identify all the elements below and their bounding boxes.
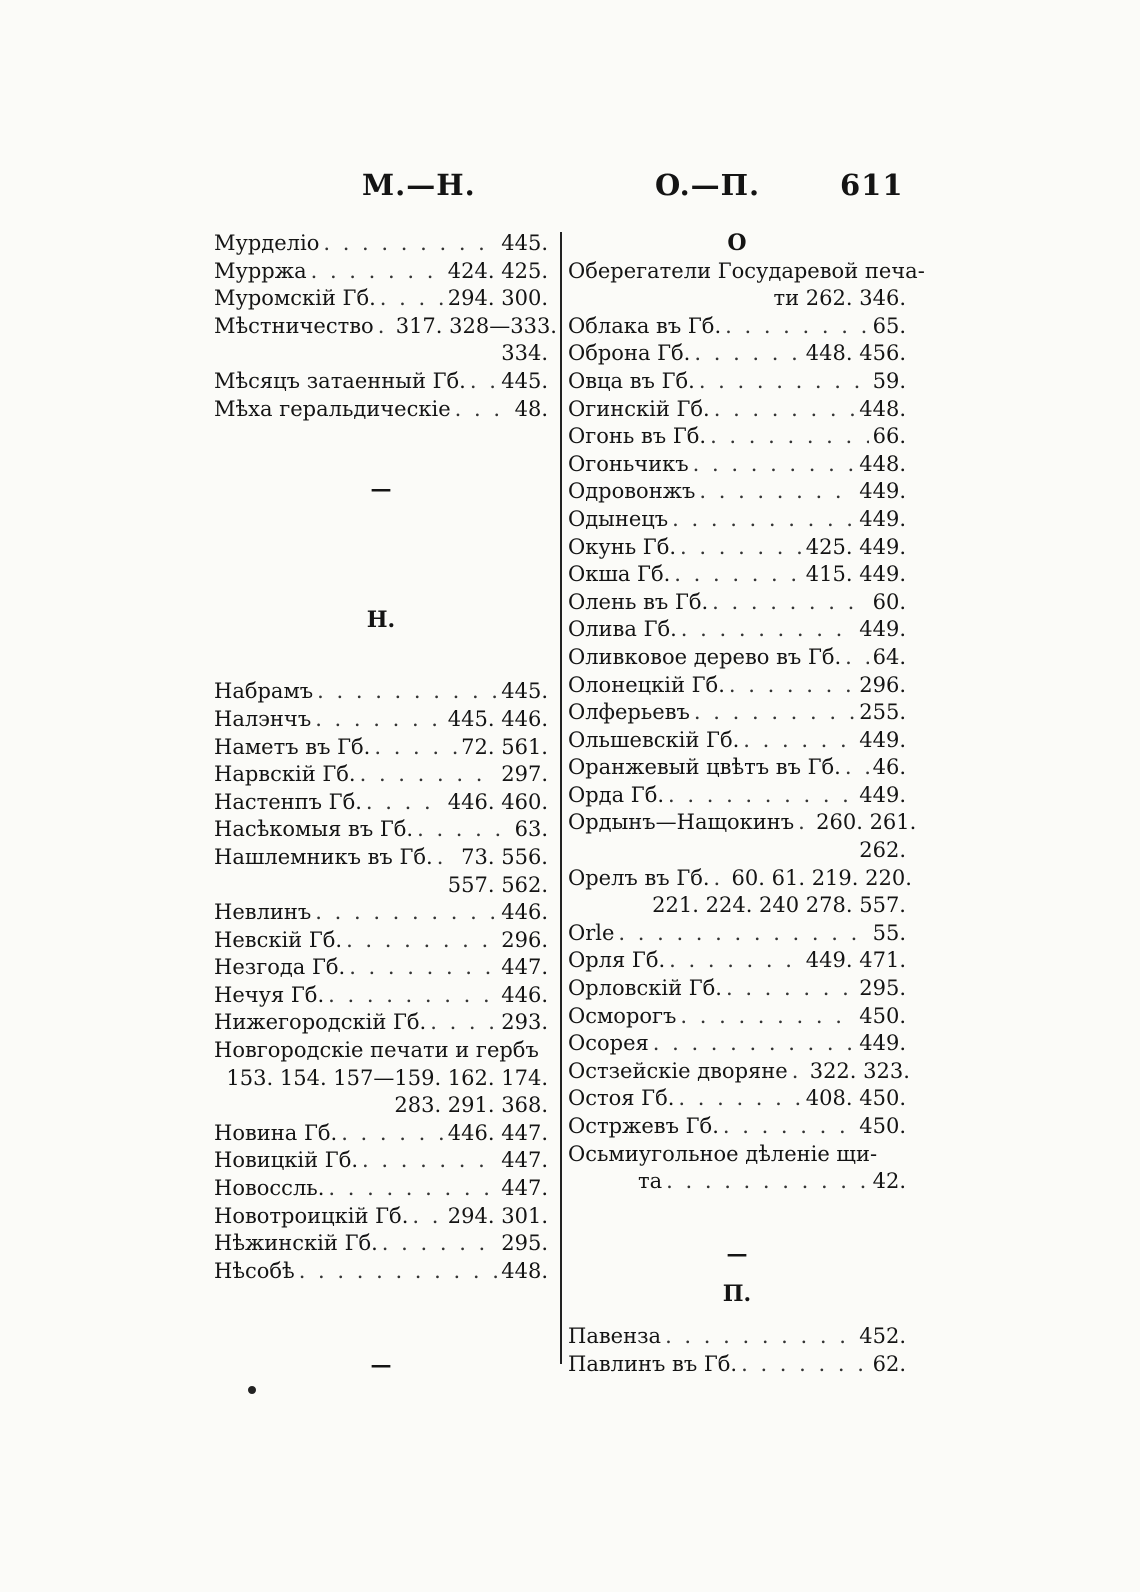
entry-pages: 448. — [859, 451, 906, 476]
index-entry — [214, 982, 548, 1010]
dot-leader — [378, 313, 392, 341]
m-entries — [214, 230, 557, 423]
entry-pages: 445. — [501, 231, 548, 255]
entry-term: Оранжевый цвѣтъ въ Гб. — [568, 755, 841, 780]
orel-entry — [568, 865, 912, 920]
index-entry — [214, 1258, 548, 1286]
n-entries-2 — [214, 1120, 548, 1286]
entry-pages: 449. — [859, 727, 906, 752]
index-entry — [568, 423, 906, 451]
entry-pages: 295. — [501, 1231, 548, 1256]
entry-pages: 448. 456. — [805, 341, 906, 366]
index-entry — [214, 678, 548, 706]
index-entry — [214, 285, 548, 313]
entry-pages: 424. 425. — [447, 258, 548, 283]
entry-pages: 415. 449. — [805, 562, 906, 587]
entry-pages: 59. — [872, 368, 906, 393]
entry-pages: 445. — [501, 368, 548, 393]
entry-pages: 445. — [501, 679, 548, 704]
index-entry — [568, 313, 906, 341]
dot-leader — [714, 865, 728, 893]
entry-term: Осорея — [568, 1031, 649, 1056]
entry-pages-cont: 557. 562. — [447, 872, 548, 897]
page-number: 611 — [840, 168, 904, 202]
entry-term: Нечуя Гб. — [214, 982, 325, 1007]
entry-pages: 449. — [859, 479, 906, 504]
dot-leader — [729, 672, 855, 700]
entry-term: Налэнчъ — [214, 706, 312, 731]
entry-term: Овца въ Гб. — [568, 368, 695, 393]
entry-pages: 255. — [859, 700, 906, 725]
p-entries — [568, 1323, 906, 1378]
index-entry — [568, 1030, 906, 1058]
entry-pages: 295. — [859, 976, 906, 1001]
index-entry — [568, 754, 906, 782]
entry-term: Ольшевскій Гб. — [568, 727, 740, 752]
entry-pages: 446. — [501, 900, 548, 925]
index-entry — [568, 1085, 906, 1113]
index-entry — [568, 1323, 906, 1351]
index-entry — [568, 478, 906, 506]
dot-leader — [723, 1113, 855, 1141]
dot-leader — [299, 1258, 498, 1286]
dot-leader — [346, 927, 497, 955]
entry-pages: 447. — [501, 1176, 548, 1201]
index-entry — [568, 975, 906, 1003]
entry-pages: 297. — [501, 762, 548, 787]
entry-term: Осморогъ — [568, 1003, 677, 1028]
entry-term: Осьмиугольное дѣленіе щи- — [568, 1141, 878, 1166]
dot-leader — [382, 1230, 497, 1258]
index-entry — [568, 368, 906, 396]
dot-leader — [328, 982, 497, 1010]
o-entries — [568, 313, 917, 865]
dot-leader — [323, 230, 497, 258]
entry-pages: 449. — [859, 617, 906, 642]
dot-leader — [366, 789, 444, 817]
entry-pages: 322. 323. — [809, 1058, 910, 1083]
entry-term: Орда Гб. — [568, 782, 665, 807]
entry-pages: 447. — [501, 1148, 548, 1173]
entry-pages: 408. 450. — [805, 1086, 906, 1111]
dot-leader — [380, 285, 444, 313]
index-entry — [568, 1003, 906, 1031]
page-header — [0, 168, 1140, 208]
entry-pages: 72. 561. — [461, 734, 548, 759]
n-entries — [214, 678, 548, 1037]
dot-leader — [417, 816, 511, 844]
section-dash: — — [726, 1240, 748, 1266]
index-entry — [568, 782, 906, 810]
dot-leader — [678, 1085, 801, 1113]
dot-leader — [681, 616, 855, 644]
dot-leader — [712, 589, 868, 617]
entry-pages: 60. 61. 219. 220. — [731, 865, 912, 890]
o-entries-2 — [568, 920, 910, 1141]
entry-pages: 48. — [514, 396, 548, 421]
dot-leader — [693, 451, 856, 479]
index-entry — [214, 1009, 548, 1037]
index-entry — [214, 1175, 548, 1203]
dot-leader — [792, 1058, 806, 1086]
section-dash: — — [370, 476, 392, 502]
index-entry — [214, 313, 557, 368]
index-entry — [214, 1120, 548, 1148]
entry-pages: 260. 261. — [816, 810, 917, 835]
entry-pages-cont: 283. 291. 368. — [394, 1093, 548, 1118]
entry-pages: 449. — [859, 782, 906, 807]
entry-term: Невскій Гб. — [214, 927, 343, 952]
index-entry — [214, 1230, 548, 1258]
dot-leader — [362, 1147, 497, 1175]
entry-term: Нѣжинскій Гб. — [214, 1231, 378, 1256]
entry-term: Невлинъ — [214, 900, 312, 925]
entry-term: Orle — [568, 920, 615, 945]
dot-leader — [845, 644, 868, 672]
index-entry — [568, 920, 906, 948]
dot-leader — [311, 258, 444, 286]
entry-term: Новоссль. — [214, 1176, 325, 1201]
entry-term: Олива Гб. — [568, 617, 677, 642]
index-entry — [568, 396, 906, 424]
index-entry — [214, 789, 548, 817]
section-heading-p: П. — [722, 1281, 752, 1308]
entry-term: Нѣсобѣ — [214, 1258, 295, 1283]
header-left-range: M.—H. — [362, 168, 476, 202]
entry-pages-cont: 334. — [501, 341, 548, 366]
section-dash: — — [370, 1352, 392, 1378]
index-entry — [568, 340, 906, 368]
dot-leader — [668, 782, 855, 810]
dot-leader — [317, 678, 497, 706]
dot-leader — [710, 423, 869, 451]
index-entry — [568, 1351, 906, 1379]
entry-term: Новицкій Гб. — [214, 1148, 359, 1173]
novgorod-entry — [214, 1037, 548, 1120]
dot-leader — [726, 975, 855, 1003]
entry-term: Мурделіо — [214, 231, 320, 255]
index-entry — [568, 589, 906, 617]
entry-term: Мѣха геральдическіе — [214, 396, 451, 421]
index-entry — [214, 706, 548, 734]
print-speck — [248, 1386, 256, 1394]
index-entry — [214, 1147, 548, 1175]
index-entry — [568, 561, 906, 589]
index-entry — [214, 954, 548, 982]
entry-term: Павенза — [568, 1323, 662, 1348]
index-entry — [568, 672, 906, 700]
index-entry — [568, 506, 906, 534]
entry-pages: 64. — [872, 644, 906, 669]
dot-leader — [694, 340, 801, 368]
dot-leader — [315, 899, 497, 927]
entry-term: Остзейскіе дворяне — [568, 1058, 788, 1083]
entry-term: Настенпъ Гб. — [214, 789, 362, 814]
header-center-range: O.—П. — [655, 168, 761, 202]
dot-leader — [470, 368, 497, 396]
index-entry — [214, 761, 548, 789]
entry-term: Олферьевъ — [568, 700, 690, 725]
entry-pages-cont: ти 262. 346. — [773, 286, 906, 311]
entry-term: Олонецкій Гб. — [568, 672, 725, 697]
entry-term: Мѣстничество — [214, 313, 374, 338]
dot-leader — [674, 561, 802, 589]
dot-leader — [725, 313, 868, 341]
entry-pages: 450. — [859, 1114, 906, 1138]
dot-leader — [699, 478, 855, 506]
index-entry — [568, 451, 906, 479]
entry-term: Муромскій Гб. — [214, 286, 376, 311]
index-entry — [214, 899, 548, 927]
entry-term: Огоньчикъ — [568, 451, 689, 476]
entry-term: Оливковое дерево въ Гб. — [568, 644, 842, 669]
entry-pages: 66. — [872, 424, 906, 449]
entry-pages: 449. — [859, 1031, 906, 1056]
entry-pages: 446. 460. — [447, 789, 548, 814]
entry-term: Мѣсяцъ затаенный Гб. — [214, 368, 466, 393]
dot-leader — [360, 761, 498, 789]
entry-pages: 452. — [859, 1323, 906, 1348]
dot-leader — [328, 1175, 497, 1203]
right-column — [568, 230, 925, 1378]
entry-term: Новина Гб. — [214, 1120, 338, 1145]
index-entry — [214, 734, 548, 762]
dot-leader — [680, 534, 802, 562]
entry-term: Нарвскій Гб. — [214, 762, 356, 787]
index-entry — [214, 396, 548, 424]
entry-pages: 448. — [859, 396, 906, 421]
entry-pages-cont: 262. — [859, 838, 906, 863]
dot-leader — [374, 734, 457, 762]
entry-term: Мурржа — [214, 258, 307, 283]
entry-pages: 449. — [859, 506, 906, 531]
entry-pages-cont: 221. 224. 240 278. 557. — [652, 893, 906, 918]
entry-term: Огинскій Гб. — [568, 396, 710, 421]
dot-leader — [315, 706, 444, 734]
entry-term: Незгода Гб. — [214, 955, 346, 980]
entry-pages: 73. 556. — [461, 844, 548, 869]
entry-term: Павлинъ въ Гб. — [568, 1351, 738, 1376]
entry-pages: 445. 446. — [447, 706, 548, 731]
section-heading-n: Н. — [366, 606, 396, 633]
entry-term: Огонь въ Гб. — [568, 424, 707, 449]
entry-term: Новотроицкій Гб. — [214, 1203, 409, 1228]
index-entry — [214, 1203, 548, 1231]
entry-pages: 62. — [872, 1351, 906, 1376]
dot-leader — [430, 1009, 497, 1037]
entry-term: Оброна Гб. — [568, 341, 691, 366]
dot-leader — [618, 920, 868, 948]
entry-pages: 296. — [501, 927, 548, 952]
entry-term: Окша Гб. — [568, 562, 671, 587]
index-entry — [568, 699, 906, 727]
index-entry — [568, 1058, 910, 1086]
entry-term: Оберегатели Государевой печа- — [568, 258, 925, 283]
entry-pages: 294. 301. — [447, 1203, 548, 1228]
index-entry — [214, 927, 548, 955]
dot-leader — [694, 699, 855, 727]
index-entry — [568, 947, 906, 975]
entry-term: Насѣкомыя въ Гб. — [214, 817, 414, 842]
entry-term: Остоя Гб. — [568, 1086, 675, 1111]
entry-term: Окунь Гб. — [568, 534, 677, 559]
index-entry — [568, 1113, 906, 1141]
entry-term: Орля Гб. — [568, 948, 666, 973]
osmiugolnoe-entry — [568, 1141, 906, 1196]
dot-leader — [455, 396, 511, 424]
entry-pages: 60. — [872, 589, 906, 614]
dot-leader — [699, 368, 869, 396]
entry-pages: 448. — [501, 1258, 548, 1283]
entry-pages: 449. 471. — [805, 948, 906, 973]
dot-leader — [666, 1168, 868, 1196]
entry-term: Наметъ въ Гб. — [214, 734, 371, 759]
entry-term: Нашлемникъ въ Гб. — [214, 844, 433, 869]
entry-pages: 450. — [859, 1003, 906, 1028]
entry-term: Ордынъ—Нащокинъ — [568, 810, 795, 835]
entry-term: Одынецъ — [568, 506, 669, 531]
section-heading-o: О — [727, 230, 747, 256]
entry-pages: 425. 449. — [805, 534, 906, 559]
entry-pages: 294. 300. — [447, 286, 548, 311]
dot-leader — [743, 727, 855, 755]
entry-pages: 446. — [501, 982, 548, 1007]
entry-pages: 296. — [859, 672, 906, 697]
entry-pages: 317. 328—333. — [395, 313, 557, 338]
entry-pages: 46. — [872, 755, 906, 780]
index-entry — [214, 844, 548, 899]
index-entry — [568, 809, 917, 864]
dot-leader — [437, 844, 457, 872]
dot-leader — [665, 1323, 855, 1351]
entry-term: Набрамъ — [214, 679, 314, 704]
index-entry — [214, 816, 548, 844]
entry-term: Облака въ Гб. — [568, 313, 722, 338]
dot-leader — [741, 1351, 868, 1379]
index-entry — [214, 230, 548, 258]
entry-pages-cont: 153. 154. 157—159. 162. 174. — [226, 1065, 548, 1090]
index-entry — [568, 727, 906, 755]
entry-term: Нижегородскій Гб. — [214, 1010, 427, 1035]
dot-leader — [349, 954, 497, 982]
entry-pages: 63. — [514, 817, 548, 842]
entry-term: Новгородскіе печати и гербъ — [214, 1038, 539, 1063]
left-column — [214, 230, 557, 1379]
dot-leader — [653, 1030, 855, 1058]
entry-term: Остржевъ Гб. — [568, 1114, 719, 1138]
dot-leader — [341, 1120, 444, 1148]
column-divider — [560, 232, 562, 1364]
entry-term: Орловскій Гб. — [568, 976, 722, 1001]
entry-term: Одровонжъ — [568, 479, 696, 504]
index-entry — [568, 616, 906, 644]
index-entry — [214, 368, 548, 396]
oberegateli-entry — [568, 258, 925, 313]
dot-leader — [845, 754, 869, 782]
dot-leader — [798, 809, 812, 837]
entry-pages: 446. 447. — [447, 1120, 548, 1145]
entry-term-cont: та — [638, 1169, 663, 1194]
entry-term: Орелъ въ Гб. — [568, 865, 710, 890]
index-entry — [568, 644, 906, 672]
entry-pages: 447. — [501, 955, 548, 980]
dot-leader — [669, 947, 802, 975]
dot-leader — [680, 1003, 855, 1031]
dot-leader — [412, 1203, 443, 1231]
entry-pages: 55. — [872, 920, 906, 945]
dot-leader — [714, 396, 856, 424]
entry-pages: 293. — [501, 1010, 548, 1035]
index-entry — [568, 534, 906, 562]
entry-term: Олень въ Гб. — [568, 589, 709, 614]
index-entry — [214, 258, 548, 286]
entry-pages: 65. — [872, 313, 906, 338]
entry-pages: 42. — [872, 1169, 906, 1194]
dot-leader — [672, 506, 855, 534]
